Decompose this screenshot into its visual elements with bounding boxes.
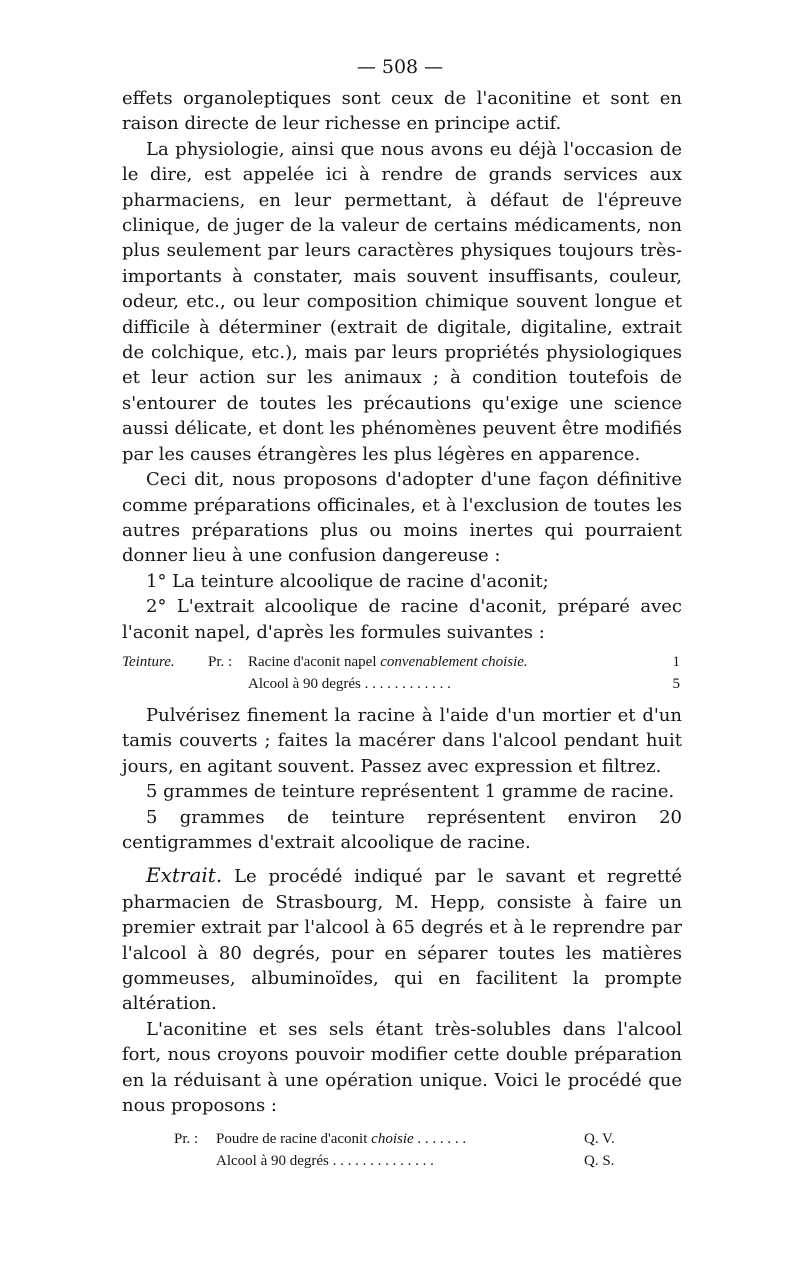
body-text — [122, 86, 682, 1180]
recipe-ingredient: Alcool à 90 degrés . . . . . . . . . . . . — [248, 675, 451, 692]
paragraph-5: 2° L'extrait alcoolique de racine d'aconit, préparé avec l'aconit napel, d'après les formules suivantes : — [122, 596, 682, 643]
recipe-ingredient: Racine d'aconit napel convenablement choisie. — [248, 653, 528, 670]
paragraph-3: Ceci dit, nous proposons d'adopter d'une façon définitive comme préparations officinales, et à l'exclusion de toutes les autres préparations plus ou moins inertes qui pourraient donner lieu à une confusion dangereuse : — [122, 469, 682, 567]
recipe-quantity: Q. S. — [584, 1153, 615, 1170]
recipe-teinture — [122, 651, 682, 695]
recipe-quantity: 5 — [672, 675, 680, 692]
recipe-row — [122, 651, 682, 673]
paragraph-8: 5 grammes de teinture représentent environ 20 centigrammes d'extrait alcoolique de racine. — [122, 806, 682, 853]
recipe-label: Teinture. — [122, 653, 175, 670]
recipe-row — [122, 1150, 682, 1172]
recipe-quantity: Q. V. — [584, 1131, 615, 1148]
recipe-extrait — [122, 1128, 682, 1172]
paragraph-2: La physiologie, ainsi que nous avons eu déjà l'occasion de le dire, est appelée ici à rendre de grands services aux pharmaciens, en leur permettant, à défaut de l'épreuve clinique, de juger de la valeur de certains médicaments, non plus seulement par leurs caractères physiques toujours très-importants à constater, mais souvent insuffisants, couleur, odeur, etc., ou leur composition chimique souvent longue et difficile à déterminer (extrait de digitale, digitaline, extrait de colchique, etc.), mais par leurs propriétés physiologiques et leur action sur les animaux ; à condition toutefois de s'entourer de toutes les précautions qu'exige une science aussi délicate, et dont les phénomènes peuvent être modifiés par les causes étrangères les plus légères en apparence. — [122, 138, 682, 465]
paragraph-10: L'aconitine et ses sels étant très-solubles dans l'alcool fort, nous croyons pouvoir modifier cette double préparation en la réduisant à une opération unique. Voici le procédé que nous proposons : — [122, 1018, 682, 1117]
page-number: — 508 — — [356, 56, 444, 78]
recipe-pr: Pr. : — [208, 653, 233, 670]
paragraph-1: effets organoleptiques sont ceux de l'aconitine et sont en raison directe de leur richesse en principe actif. — [122, 88, 682, 135]
paragraph-6: Pulvérisez finement la racine à l'aide d'un mortier et d'un tamis couverts ; faites la macérer dans l'alcool pendant huit jours, en agitant souvent. Passez avec expression et filtrez. — [122, 704, 682, 777]
recipe-row — [122, 1128, 682, 1150]
recipe-row — [122, 673, 682, 695]
recipe-ingredient: Alcool à 90 degrés . . . . . . . . . . . . . . — [216, 1153, 434, 1170]
recipe-quantity: 1 — [672, 653, 680, 670]
recipe-pr: Pr. : — [174, 1131, 199, 1148]
paragraph-9: Extrait. Le procédé indiqué par le savant et regretté pharmacien de Strasbourg, M. Hepp, consiste à faire un premier extrait par l'alcool à 65 degrés et à le reprendre par l'alcool à 80 degrés, pour en séparer toutes les matières gommeuses, albuminoïdes, qui en facilitent la prompte altération. — [122, 863, 682, 1015]
recipe-ingredient: Poudre de racine d'aconit choisie . . . . . . . — [216, 1131, 467, 1148]
section-heading: Extrait. — [146, 863, 223, 888]
paragraph-4: 1° La teinture alcoolique de racine d'aconit; — [146, 570, 549, 592]
paragraph-7: 5 grammes de teinture représentent 1 gramme de racine. — [146, 781, 675, 803]
